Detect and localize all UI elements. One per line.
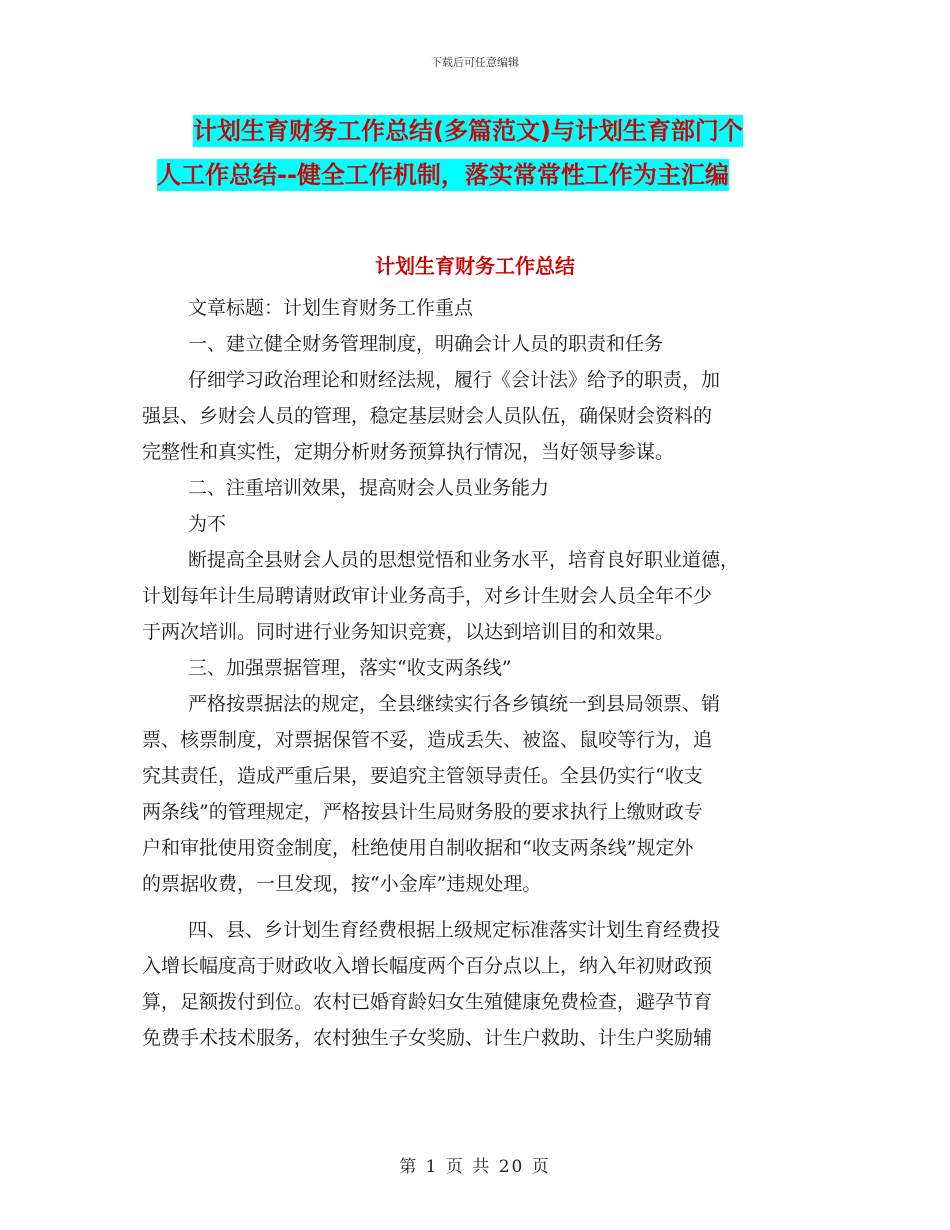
paragraph-line: 免费手术技术服务，农村独生子女奖励、计生户救助、计生户奖励辅 [142,1027,713,1049]
main-title-text-2: 人工作总结--健全工作机制，落实常常性工作为主汇编 [157,161,729,189]
paragraph-line: 算，足额拨付到位。农村已婚育龄妇女生殖健康免费检查，避孕节育 [142,991,713,1013]
main-title-text-1: 计划生育财务工作总结(多篇范文)与计划生育部门个 [193,117,743,145]
heading-1: 一、建立健全财务管理制度，明确会计人员的职责和任务 [188,333,664,355]
paragraph-line: 入增长幅度高于财政收入增长幅度两个百分点以上，纳入年初财政预 [142,955,713,977]
paragraph-line: 断提高全县财会人员的思想觉悟和业务水平，培育良好职业道德， [188,549,740,571]
paragraph-line: 于两次培训。同时进行业务知识竞赛，以达到培训目的和效果。 [142,621,675,643]
document-body [142,290,808,1056]
paragraph-line: 户和审批使用资金制度，杜绝使用自制收据和“收支两条线”规定外 [142,837,694,859]
main-title-line-2 [0,160,950,190]
paragraph-line: 究其责任，造成严重后果，要追究主管领导责任。全县仍实行“收支 [142,765,703,787]
paragraph-line: 完整性和真实性，定期分析财务预算执行情况，当好领导参谋。 [142,441,675,463]
heading-2: 二、注重培训效果，提高财会人员业务能力 [188,477,550,499]
paragraph-line: 的票据收费，一旦发现，按“小金库”违规处理。 [142,873,542,895]
paragraph-gap [142,902,808,912]
header-note: 下载后可任意编辑 [431,56,519,69]
paragraph-line: 票、核票制度，对票据保管不妥，造成丢失、被盗、鼠咬等行为，追 [142,729,713,751]
paragraph-line: 计划每年计生局聘请财政审计业务高手，对乡计生财会人员全年不少 [142,585,713,607]
paragraph-line: 强县、乡财会人员的管理，稳定基层财会人员队伍，确保财会资料的 [142,405,713,427]
paragraph-line: 严格按票据法的规定，全县继续实行各乡镇统一到县局领票、销 [188,693,721,715]
paragraph-line: 仔细学习政治理论和财经法规，履行《会计法》给予的职责，加 [188,369,721,391]
article-title-line: 文章标题：计划生育财务工作重点 [188,297,474,319]
paragraph-line: 为不 [188,513,227,535]
paragraph-line: 两条线”的管理规定，严格按县计生局财务股的要求执行上缴财政专 [142,801,703,823]
section-title: 计划生育财务工作总结 [375,254,575,278]
heading-4: 四、县、乡计划生育经费根据上级规定标准落实计划生育经费投 [188,919,721,941]
main-title-line-1 [0,116,950,146]
heading-3: 三、加强票据管理，落实“收支两条线” [188,657,512,679]
page-footer: 第 1 页 共 20 页 [399,1157,551,1177]
